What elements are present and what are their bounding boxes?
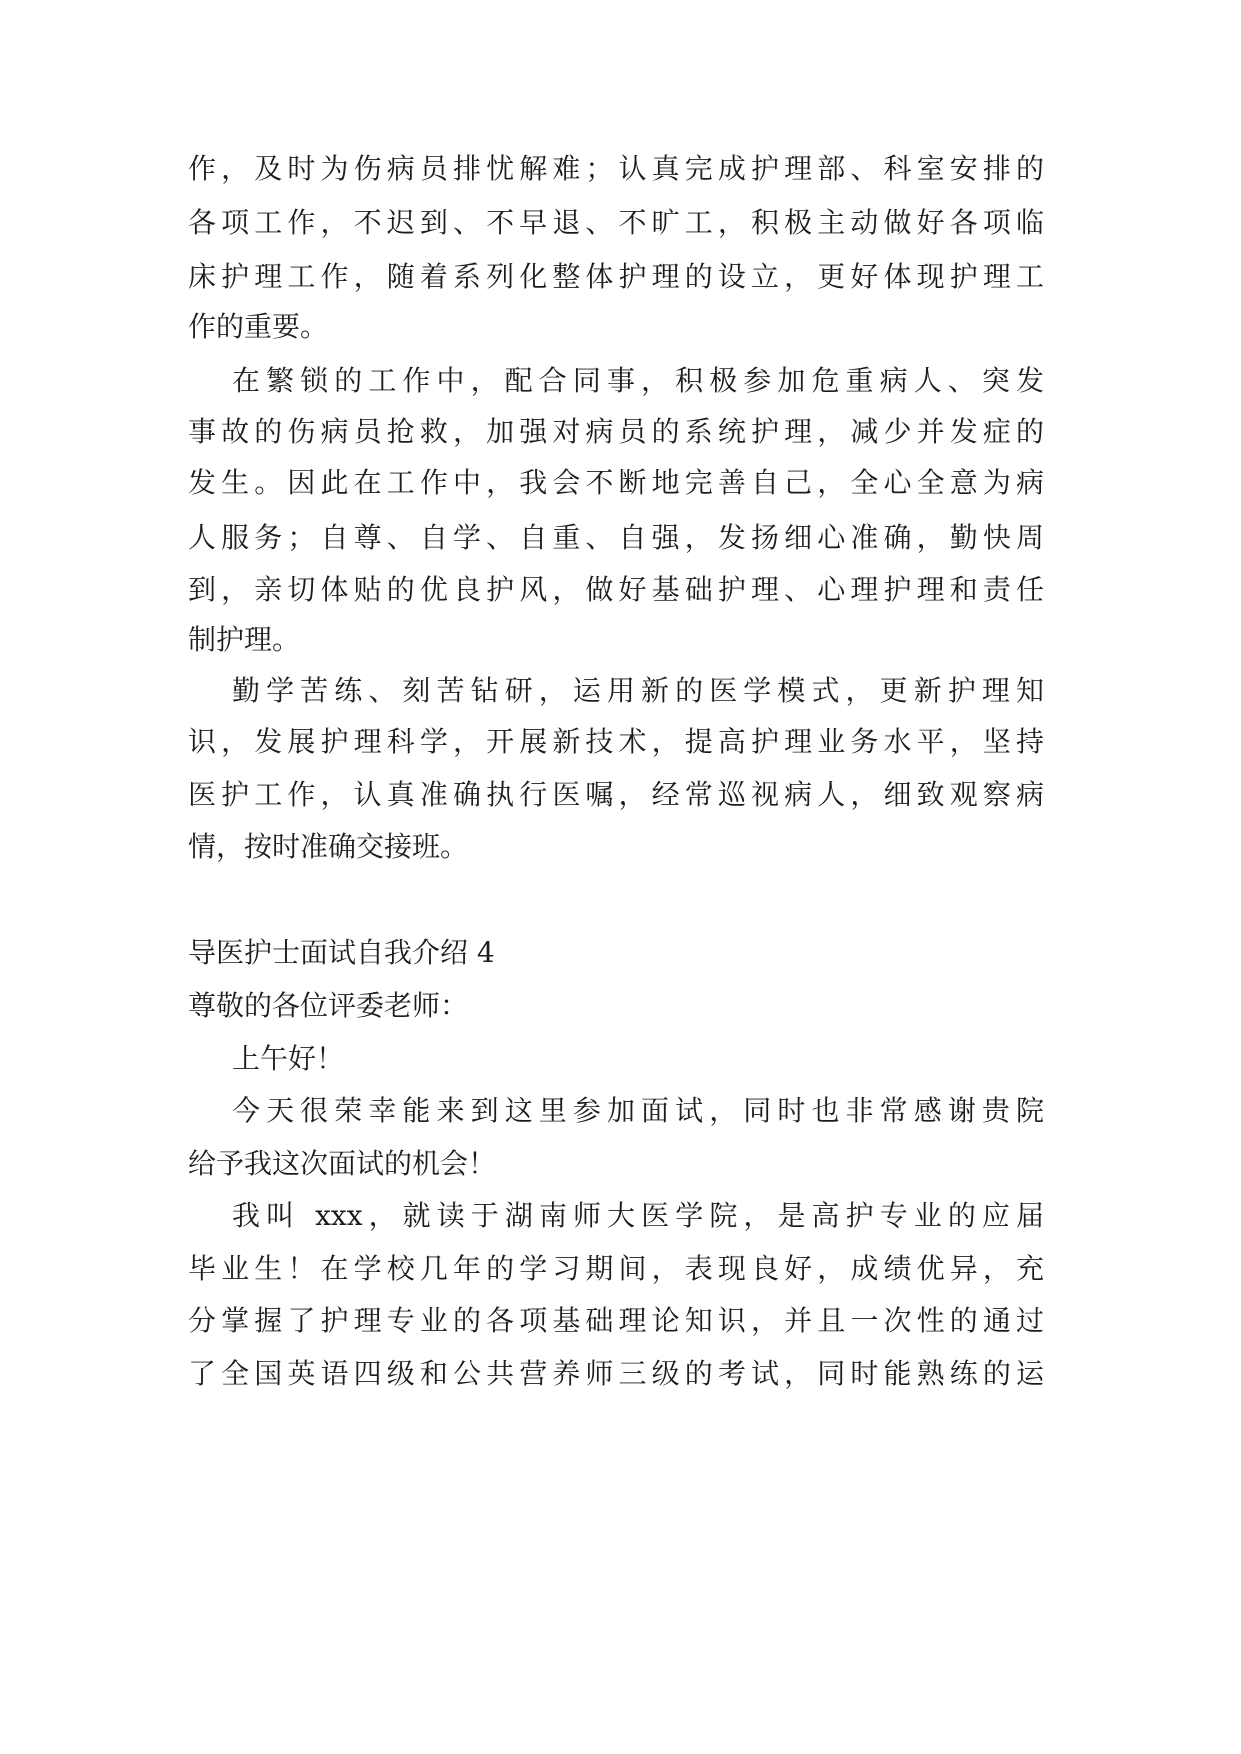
text-line: 医护工作，认真准确执行医嘱，经常巡视病人，细致观察病	[188, 778, 1044, 811]
greeting: 上午好！	[232, 1042, 345, 1075]
text-line: 分掌握了护理专业的各项基础理论知识，并且一次性的通过	[188, 1304, 1044, 1337]
paragraph-first-line: 我叫 xxx，就读于湖南师大医学院，是高护专业的应届	[232, 1199, 1044, 1232]
text-line: 识，发展护理科学，开展新技术，提高护理业务水平，坚持	[188, 725, 1044, 758]
text-line: 人服务；自尊、自学、自重、自强，发扬细心准确，勤快周	[188, 521, 1044, 554]
paragraph-first-line: 勤学苦练、刻苦钻研，运用新的医学模式，更新护理知	[232, 674, 1044, 707]
paragraph-first-line: 在繁锁的工作中，配合同事，积极参加危重病人、突发	[232, 364, 1044, 397]
text-line: 毕业生！在学校几年的学习期间，表现良好，成绩优异，充	[188, 1252, 1044, 1285]
paragraph-first-line: 今天很荣幸能来到这里参加面试，同时也非常感谢贵院	[232, 1094, 1044, 1127]
text-line: 作，及时为伤病员排忧解难；认真完成护理部、科室安排的	[188, 152, 1044, 185]
salutation: 尊敬的各位评委老师：	[188, 989, 469, 1022]
text-line: 发生。因此在工作中，我会不断地完善自己，全心全意为病	[188, 466, 1044, 499]
text-line: 事故的伤病员抢救，加强对病员的系统护理，减少并发症的	[188, 415, 1044, 448]
section-heading: 导医护士面试自我介绍 4	[188, 936, 495, 969]
text-line: 床护理工作，随着系列化整体护理的设立，更好体现护理工	[188, 260, 1044, 293]
text-line: 情，按时准确交接班。	[188, 830, 469, 863]
text-line: 制护理。	[188, 623, 301, 656]
text-line: 给予我这次面试的机会！	[188, 1147, 497, 1180]
text-line: 了全国英语四级和公共营养师三级的考试，同时能熟练的运	[188, 1357, 1044, 1390]
text-line: 作的重要。	[188, 310, 329, 343]
text-line: 各项工作，不迟到、不早退、不旷工，积极主动做好各项临	[188, 206, 1044, 239]
text-line: 到，亲切体贴的优良护风，做好基础护理、心理护理和责任	[188, 573, 1044, 606]
